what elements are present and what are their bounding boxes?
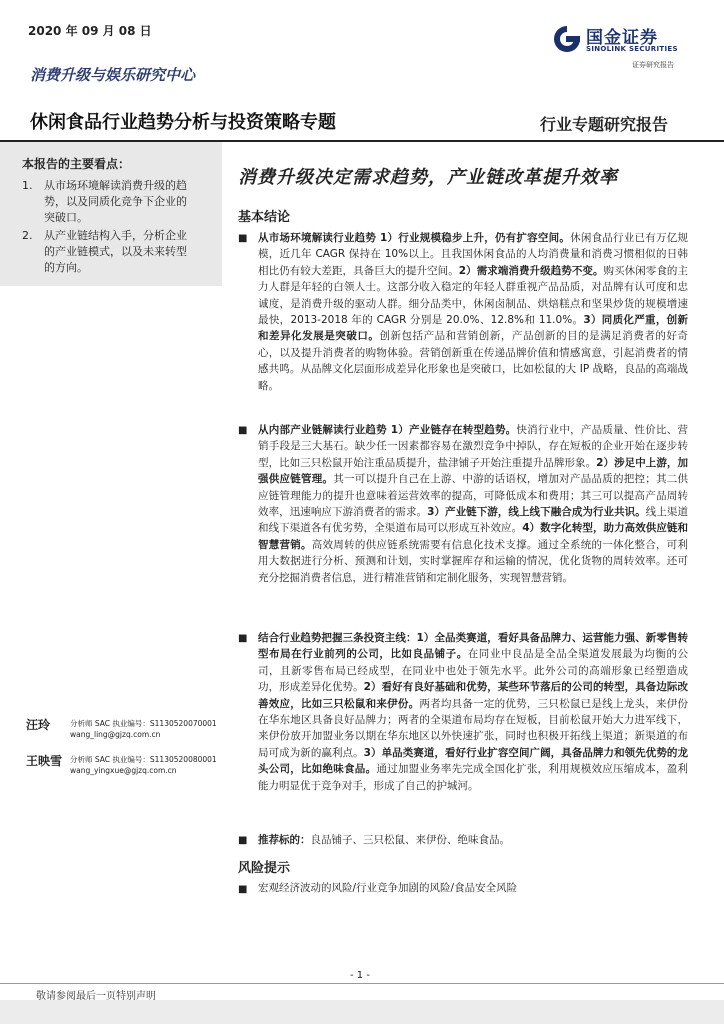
highlight-number: 1. (22, 179, 33, 192)
bold-run: 从内部产业链解读行业趋势 1）产业链存在转型趋势。 (258, 424, 517, 436)
text-run: 创新包括产品和营销创新，产品创新的目的是满足消费者的好奇心，以及提升消费者的购物体验。营销创新重在传递品牌价值和情感寓意，引起消费者的情感共鸣。从品牌文化层面形成差异化形象也是突破口，比如松鼠的大 IP 战略，良品的高端战略。 (258, 330, 689, 392)
analyst-name: 王映雪 (26, 754, 63, 768)
bullet-icon: ■ (238, 633, 248, 644)
bullet-icon: ■ (238, 884, 248, 895)
report-title: 休闲食品行业趋势分析与投资策略专题 (30, 112, 336, 133)
bullet-icon: ■ (238, 233, 248, 244)
bold-run: 4）数字化转型，助力高效供应链和智慧营销。 (258, 522, 689, 551)
conclusion-paragraph (258, 422, 688, 586)
highlight-item (22, 228, 194, 276)
text-run: 快消行业中，产品质量、性价比、营销手段是三大基石。缺少任一因素都容易在激烈竞争中掉队，存在短板的企业开始在逐步转型，比如三只松鼠开始注重品质提升，盐津铺子开始注重提升品牌形象。 (258, 424, 688, 469)
highlight-item (22, 178, 194, 226)
text-run: 高效周转的供应链系统需要有信息化技术支撑。通过全系统的一体化整合，可利用大数据进行分析、预测和计划，实时掌握库存和运输的情况，优化货物的周转效率。还可充分挖掘消费者信息，进行精准营销和定制化服务，实现智慧营销。 (258, 538, 689, 584)
bold-run: 推荐标的： (258, 834, 311, 846)
report-date: 2020 年 09 月 08 日 (28, 24, 152, 38)
bold-run: 3）产业链下游，线上线下融合成为行业共识。 (427, 506, 646, 519)
sinolink-logo-icon (552, 24, 582, 54)
report-type: 行业专题研究报告 (540, 115, 669, 134)
logo-subtitle: 证券研究报告 (632, 61, 674, 69)
text-run: 线上渠道和线下渠道各有优劣势，全渠道布局可以形成互补效应。 (258, 506, 688, 535)
highlights-title: 本报告的主要看点： (22, 157, 131, 171)
text-run: 其一可以提升自己在上游、中游的话语权，增加对产品品质的把控；其二供应链管理能力的提升也意味着运营效率的提高，可降低成本和费用；其三可以提高产品周转效率，迅速响应下游消费者的需求。 (258, 473, 689, 519)
bold-run: 2）涉足中上游，加强供应链管理。 (258, 456, 688, 486)
text-run: 休闲食品行业已有万亿规模，近几年 CAGR 保持在 10%以上。且我国休闲食品的人均消费量和消费习惯相似的日韩相比仍有较大差距，具备巨大的提升空间。 (258, 232, 688, 277)
bold-run: 从市场环境解读行业趋势 1）行业规模稳步上升，仍有扩容空间。 (258, 232, 571, 244)
text-run: 通过加盟业务率先完成全国化扩张，利用规模效应压缩成本，盈利能力明显优于竞争对手，形成了自己的护城河。 (258, 763, 689, 792)
analyst-license: 分析师 SAC 执业编号：S1130520080001 (70, 755, 217, 764)
text-run: 在同业中良品是全品全渠道发展最为均衡的公司，且新零售布局已经成型，在同业中也处于领先水平。此外公司的高端形象已经塑造成功，形成差异化优势。 (258, 648, 688, 694)
risk-text: 宏观经济波动的风险/行业竞争加剧的风险/食品安全风险 (258, 882, 518, 894)
footer-divider (0, 983, 724, 984)
analyst-info (70, 754, 217, 776)
page-number: - 1 - (350, 970, 370, 981)
bold-run: 2）看好有良好基础和优势，某些环节落后的公司的转型，具备边际改善效应，比如三只松鼠和来伊份。 (258, 681, 688, 710)
basic-conclusion-heading: 基本结论 (238, 210, 291, 225)
conclusion-paragraph (258, 630, 688, 794)
bullet-icon: ■ (238, 425, 248, 436)
text-run: 购买休闲零食的主力人群是年轻的白领人士。这部分收入稳定的年轻人群重视产品品质，对品牌有认可度和忠诚度，是消费升级的驱动人群。细分品类中，休闲卤制品、烘焙糕点和坚果炒货的规模增速最快，2013-2018 年的 CAGR 分别是 20.0%、12.8%和 11.0%。 (258, 264, 689, 327)
bold-run: 2）需求端消费升级趋势不变。 (458, 264, 604, 277)
bold-run: 3）同质化严重，创新和差异化发展是突破口。 (258, 314, 689, 343)
analyst-info (70, 718, 217, 740)
conclusion-paragraph (258, 230, 688, 394)
bold-run: 3）单品类赛道，看好行业扩容空间广阔，具备品牌力和领先优势的龙头公司，比如绝味食品。 (258, 746, 688, 776)
text-run: 良品铺子、三只松鼠、来伊份、绝味食品。 (310, 834, 510, 846)
logo-en-text: SINOLINK SECURITIES (586, 45, 678, 53)
footer-disclaimer: 敬请参阅最后一页特别声明 (36, 991, 156, 1002)
analyst-email: wang_yingxue@gjzq.com.cn (70, 766, 177, 775)
analyst-name: 汪玲 (26, 718, 51, 732)
bullet-icon: ■ (238, 835, 248, 846)
bold-run: 结合行业趋势把握三条投资主线：1）全品类赛道，看好具备品牌力、运营能力强、新零售转型布局在行业前列的公司，比如良品铺子。 (258, 632, 688, 661)
research-center: 消费升级与娱乐研究中心 (30, 66, 196, 84)
text-run: 两者均具备一定的优势，三只松鼠已是线上龙头，来伊份在华东地区具备良好品牌力；两者的全渠道布局均存在短板，目前松鼠开始大力进军线下，来伊份放开加盟业务以期在华东地区以外快速扩张，同时也积极开拓线上渠道；新渠道的布局可成为新的赢利点。 (258, 697, 689, 759)
highlight-text: 从产业链结构入手，分析企业的产业链模式，以及未来转型的方向。 (44, 229, 187, 274)
risk-heading: 风险提示 (238, 861, 291, 876)
highlight-text: 从市场环境解读消费升级的趋势，以及同质化竞争下企业的突破口。 (44, 179, 187, 224)
highlight-number: 2. (22, 229, 33, 242)
logo-cn-text: 国金证券 (586, 28, 658, 48)
analyst-email: wang_ling@gjzq.com.cn (70, 730, 161, 739)
footer-band (0, 1000, 724, 1024)
conclusion-paragraph (258, 832, 688, 848)
main-title: 消费升级决定需求趋势，产业链改革提升效率 (238, 167, 618, 188)
analyst-license: 分析师 SAC 执业编号：S1130520070001 (70, 719, 217, 728)
